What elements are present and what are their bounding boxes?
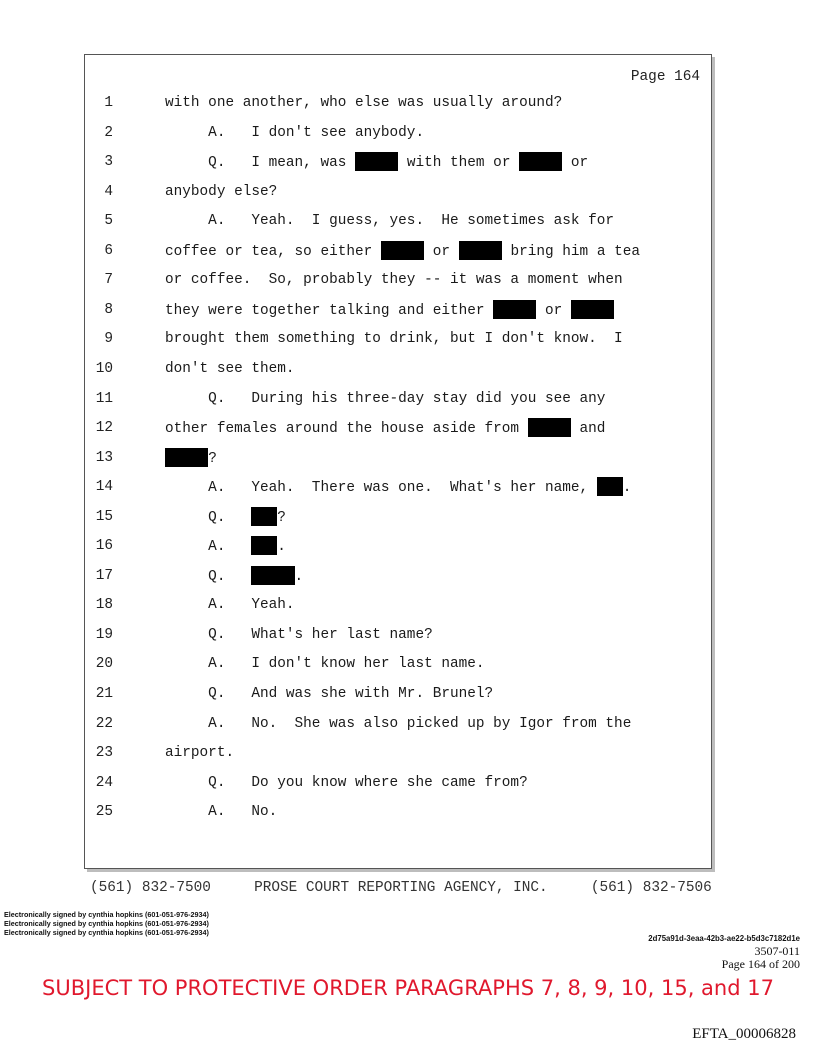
bates-number: EFTA_00006828 bbox=[692, 1026, 796, 1042]
text-segment: Q. Do you know where she came from? bbox=[165, 774, 528, 791]
text-segment: . bbox=[277, 539, 286, 556]
page-of-total: Page 164 of 200 bbox=[721, 957, 800, 971]
line-text bbox=[165, 566, 303, 587]
line-text bbox=[165, 773, 528, 793]
line-number: 2 bbox=[104, 124, 113, 141]
line-text bbox=[165, 93, 562, 113]
text-segment: with them or bbox=[398, 155, 520, 172]
transcript-line bbox=[85, 182, 705, 206]
line-number: 14 bbox=[95, 479, 113, 496]
text-segment: other females around the house aside from bbox=[165, 421, 528, 438]
line-number: 7 bbox=[104, 272, 113, 289]
line-number: 12 bbox=[95, 420, 113, 437]
transcript-line bbox=[85, 448, 705, 472]
text-segment: A. No. bbox=[165, 804, 278, 821]
transcript-line bbox=[85, 507, 705, 531]
line-number: 21 bbox=[95, 686, 113, 702]
transcript-line bbox=[85, 359, 705, 383]
line-text bbox=[165, 270, 623, 290]
redaction-block bbox=[597, 477, 623, 496]
line-text bbox=[165, 654, 485, 674]
text-segment: or bbox=[424, 243, 459, 260]
redaction-block bbox=[251, 536, 277, 555]
transcript-page bbox=[84, 54, 712, 869]
text-segment: and bbox=[570, 421, 606, 438]
text-segment: bring him a tea bbox=[501, 243, 641, 260]
line-text bbox=[165, 418, 605, 439]
line-text bbox=[165, 802, 277, 822]
document-hash: 2d75a91d-3eaa-42b3-ae22-b5d3c7182d1e bbox=[648, 934, 800, 943]
line-number: 3 bbox=[104, 154, 113, 171]
line-text bbox=[165, 625, 433, 645]
redaction-block bbox=[165, 448, 208, 467]
line-text bbox=[165, 182, 277, 202]
transcript-line bbox=[85, 714, 705, 738]
text-segment: ? bbox=[208, 450, 217, 467]
transcript-line bbox=[85, 270, 705, 294]
text-segment: A. I don't know her last name. bbox=[165, 656, 485, 673]
redaction-block bbox=[493, 300, 536, 319]
redaction-block bbox=[459, 241, 502, 260]
signature-line: Electronically signed by cynthia hopkins (601-051-976-2934) bbox=[4, 928, 209, 937]
text-segment: don't see them. bbox=[165, 360, 295, 377]
text-segment: A. No. She was also picked up by Igor from the bbox=[165, 715, 632, 732]
signature-line: Electronically signed by cynthia hopkins (601-051-976-2934) bbox=[4, 919, 209, 928]
line-text bbox=[165, 477, 631, 498]
line-number: 25 bbox=[95, 804, 113, 821]
line-text bbox=[165, 123, 424, 143]
text-segment: or bbox=[536, 302, 571, 319]
text-segment: . bbox=[294, 568, 304, 585]
footer-agency: (561) 832-7500 PROSE COURT REPORTING AGENCY, INC. (561) 832-7506 bbox=[90, 880, 712, 896]
text-segment: Q. During his three-day stay did you see any bbox=[165, 390, 606, 407]
transcript-line bbox=[85, 241, 705, 265]
transcript-line bbox=[85, 93, 705, 117]
signature-line: Electronically signed by cynthia hopkins (601-051-976-2934) bbox=[4, 910, 209, 919]
transcript-line bbox=[85, 654, 705, 678]
line-text bbox=[165, 211, 614, 231]
line-number: 11 bbox=[95, 390, 113, 407]
transcript-line bbox=[85, 536, 705, 560]
line-number: 22 bbox=[95, 715, 113, 732]
line-number: 23 bbox=[95, 745, 113, 762]
redaction-block bbox=[251, 507, 277, 526]
line-text bbox=[165, 152, 588, 173]
redaction-block bbox=[381, 241, 424, 260]
line-number: 18 bbox=[95, 597, 113, 614]
line-number: 16 bbox=[95, 538, 113, 555]
transcript-line bbox=[85, 389, 705, 413]
redaction-block bbox=[519, 152, 562, 171]
line-number: 24 bbox=[95, 774, 113, 791]
transcript-line bbox=[85, 300, 705, 324]
line-text bbox=[165, 329, 623, 349]
line-text bbox=[165, 507, 286, 528]
redaction-block bbox=[528, 418, 571, 437]
transcript-line bbox=[85, 773, 705, 797]
line-number: 4 bbox=[104, 183, 113, 200]
line-text bbox=[165, 743, 234, 763]
line-text bbox=[165, 684, 493, 704]
text-segment: or bbox=[562, 155, 589, 172]
line-number: 10 bbox=[95, 360, 113, 377]
text-segment: anybody else? bbox=[165, 183, 278, 200]
text-segment: brought them something to drink, but I don't know. I bbox=[165, 331, 623, 348]
line-number: 9 bbox=[104, 331, 113, 348]
line-number: 8 bbox=[104, 301, 113, 318]
text-segment: Q. bbox=[165, 509, 252, 526]
text-segment: with one another, who else was usually around? bbox=[165, 95, 563, 111]
line-text bbox=[165, 389, 605, 409]
transcript-line bbox=[85, 743, 705, 767]
line-number: 5 bbox=[104, 213, 113, 230]
text-segment: A. bbox=[165, 539, 252, 556]
line-text bbox=[165, 536, 286, 557]
transcript-line bbox=[85, 123, 705, 147]
line-number: 15 bbox=[95, 508, 113, 525]
line-number: 20 bbox=[95, 656, 113, 673]
transcript-line bbox=[85, 477, 705, 501]
text-segment: A. I don't see anybody. bbox=[165, 124, 425, 141]
line-text bbox=[165, 359, 295, 379]
protective-order-notice: SUBJECT TO PROTECTIVE ORDER PARAGRAPHS 7, 8, 9, 10, 15, and 17 bbox=[42, 976, 774, 1000]
transcript-line bbox=[85, 329, 705, 353]
text-segment: ? bbox=[277, 509, 286, 526]
line-text bbox=[165, 241, 640, 262]
text-segment: A. Yeah. bbox=[165, 597, 295, 614]
page-header: Page 164 bbox=[630, 69, 700, 85]
line-number: 6 bbox=[104, 242, 113, 259]
transcript-line bbox=[85, 566, 705, 590]
line-number: 1 bbox=[104, 95, 113, 111]
text-segment: A. Yeah. There was one. What's her name, bbox=[165, 480, 597, 497]
text-segment: . bbox=[622, 480, 632, 497]
line-text bbox=[165, 448, 217, 469]
transcript-line bbox=[85, 211, 705, 235]
text-segment: Q. What's her last name? bbox=[165, 626, 433, 643]
transcript-line bbox=[85, 418, 705, 442]
transcript-line bbox=[85, 802, 705, 826]
transcript-line bbox=[85, 152, 705, 176]
line-number: 13 bbox=[95, 449, 113, 466]
line-number: 19 bbox=[95, 626, 113, 643]
line-text bbox=[165, 714, 631, 734]
transcript-line bbox=[85, 625, 705, 649]
document-number: 3507-011 bbox=[754, 944, 800, 958]
line-number: 17 bbox=[95, 567, 113, 584]
redaction-block bbox=[571, 300, 614, 319]
redaction-block bbox=[251, 566, 294, 585]
text-segment: coffee or tea, so either bbox=[165, 243, 381, 260]
text-segment: or coffee. So, probably they -- it was a moment when bbox=[165, 272, 623, 289]
redaction-block bbox=[355, 152, 398, 171]
transcript-line bbox=[85, 595, 705, 619]
line-text bbox=[165, 595, 295, 615]
text-segment: airport. bbox=[165, 745, 235, 762]
text-segment: Q. bbox=[165, 568, 252, 585]
transcript-line bbox=[85, 684, 705, 708]
text-segment: Q. And was she with Mr. Brunel? bbox=[165, 686, 494, 702]
line-text bbox=[165, 300, 614, 321]
text-segment: A. Yeah. I guess, yes. He sometimes ask for bbox=[165, 213, 615, 230]
text-segment: Q. I mean, was bbox=[165, 155, 355, 172]
text-segment: they were together talking and either bbox=[165, 302, 494, 319]
